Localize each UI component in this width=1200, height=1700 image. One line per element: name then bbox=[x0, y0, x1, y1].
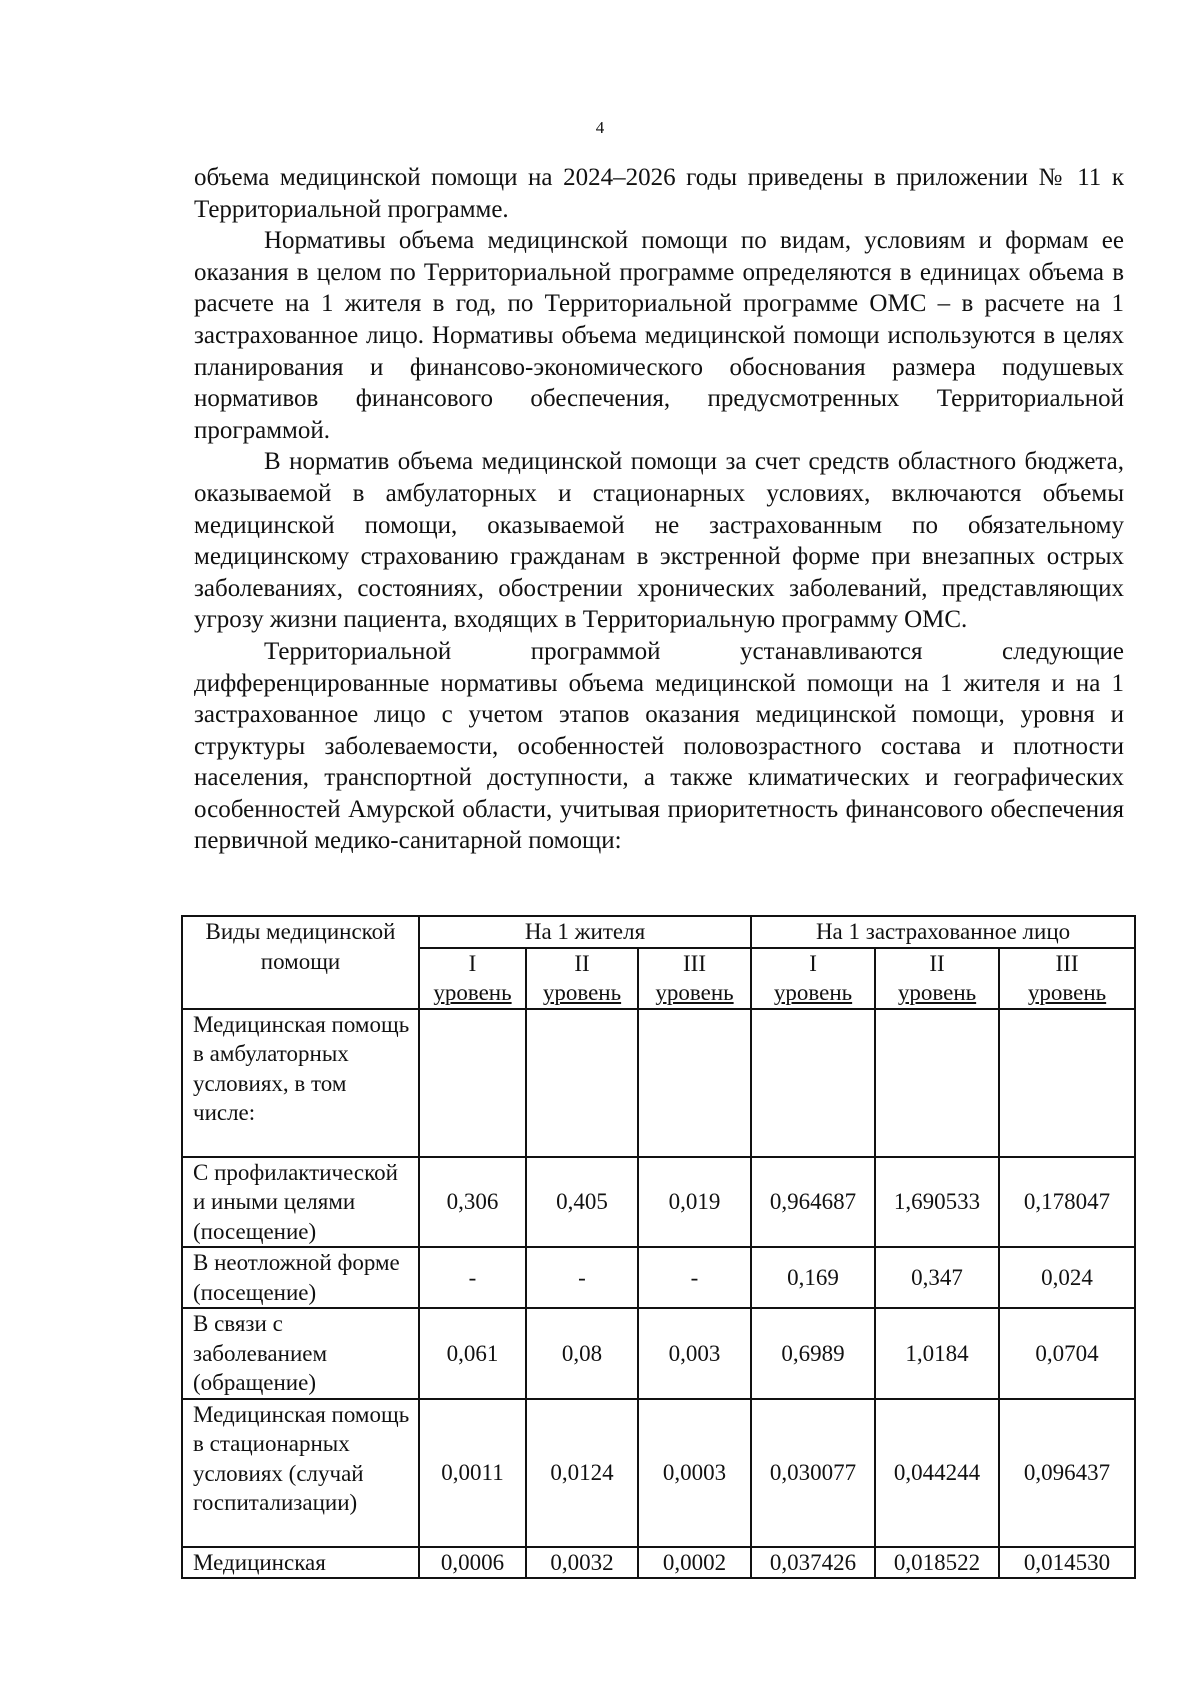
level-number: III bbox=[1055, 950, 1079, 976]
header-level bbox=[419, 948, 526, 1009]
header-per-insured: На 1 застрахованное лицо bbox=[751, 916, 1135, 948]
table-cell: - bbox=[419, 1247, 526, 1308]
table-row bbox=[182, 1009, 1135, 1157]
level-number: II bbox=[929, 950, 945, 976]
table-row bbox=[182, 1399, 1135, 1547]
table-cell bbox=[526, 1009, 638, 1157]
table-cell: 0,037426 bbox=[751, 1547, 875, 1579]
row-label: В неотложной форме (посещение) bbox=[182, 1247, 419, 1308]
table-cell: 0,347 bbox=[875, 1247, 999, 1308]
table-cell: 0,0124 bbox=[526, 1399, 638, 1547]
paragraph-3: В норматив объема медицинской помощи за счет средств областного бюджета, оказываемой в амбулаторных и стационарных условиях, включаются объемы медицинской помощи, оказываемой не застрахованным по обязательному медицинскому страхованию гражданам в экстренной форме при внезапных острых заболеваниях, состояниях, обострении хронических заболеваний, представляющих угрозу жизни пациента, входящих в Территориальную программу ОМС. bbox=[194, 448, 1124, 634]
table-cell: 0,018522 bbox=[875, 1547, 999, 1579]
table-cell: 0,030077 bbox=[751, 1399, 875, 1547]
table-cell: 0,0704 bbox=[999, 1308, 1135, 1399]
level-word: уровень bbox=[897, 980, 977, 1005]
level-word: уровень bbox=[773, 980, 853, 1005]
table-cell: 0,0006 bbox=[419, 1547, 526, 1579]
table-cell: 0,003 bbox=[638, 1308, 751, 1399]
level-word: уровень bbox=[433, 980, 512, 1005]
table-cell: 0,014530 bbox=[999, 1547, 1135, 1579]
table-row bbox=[182, 1308, 1135, 1399]
header-level bbox=[526, 948, 638, 1009]
table-cell: 0,0003 bbox=[638, 1399, 751, 1547]
table-cell: - bbox=[638, 1247, 751, 1308]
table-cell: - bbox=[526, 1247, 638, 1308]
table-row bbox=[182, 1157, 1135, 1248]
page-number: 4 bbox=[595, 118, 605, 137]
document-body bbox=[194, 162, 1124, 857]
table-header-row bbox=[182, 916, 1135, 948]
norms-table-container bbox=[181, 915, 1134, 1579]
table-cell: 0,044244 bbox=[875, 1399, 999, 1547]
header-level bbox=[875, 948, 999, 1009]
table-cell: 0,061 bbox=[419, 1308, 526, 1399]
table-cell: 0,0011 bbox=[419, 1399, 526, 1547]
level-word: уровень bbox=[655, 980, 734, 1005]
row-label: Медицинская помощь в стационарных условиях (случай госпитализации) bbox=[182, 1399, 419, 1547]
table-cell: 0,6989 bbox=[751, 1308, 875, 1399]
table-cell bbox=[638, 1009, 751, 1157]
table-row bbox=[182, 1247, 1135, 1308]
level-number: I bbox=[809, 950, 817, 976]
table-cell: 0,178047 bbox=[999, 1157, 1135, 1248]
table-cell: 1,690533 bbox=[875, 1157, 999, 1248]
table-cell: 0,024 bbox=[999, 1247, 1135, 1308]
level-word: уровень bbox=[542, 980, 622, 1005]
level-number: III bbox=[683, 950, 706, 976]
row-label: Медицинская помощь в амбулаторных условиях, в том числе: bbox=[182, 1009, 419, 1157]
header-types-of-care: Виды медицинской помощи bbox=[182, 916, 419, 1009]
header-level bbox=[999, 948, 1135, 1009]
table-cell: 0,169 bbox=[751, 1247, 875, 1308]
table-cell bbox=[751, 1009, 875, 1157]
paragraph-1: объема медицинской помощи на 2024–2026 годы приведены в приложении № 11 к Территориальной программе. bbox=[194, 164, 1124, 223]
table-cell: 1,0184 bbox=[875, 1308, 999, 1399]
table-cell: 0,096437 bbox=[999, 1399, 1135, 1547]
row-label: С профилактической и иными целями (посещение) bbox=[182, 1157, 419, 1248]
norms-table bbox=[181, 915, 1136, 1579]
table-cell: 0,306 bbox=[419, 1157, 526, 1248]
table-cell: 0,019 bbox=[638, 1157, 751, 1248]
table-row bbox=[182, 1547, 1135, 1579]
row-label: В связи с заболеванием (обращение) bbox=[182, 1308, 419, 1399]
paragraph-4: Территориальной программой устанавливаются следующие дифференцированные нормативы объема медицинской помощи на 1 жителя и на 1 застрахованное лицо с учетом этапов оказания медицинской помощи, уровня и структуры заболеваемости, особенностей половозрастного состава и плотности населения, транспортной доступности, а также климатических и географических особенностей Амурской области, учитывая приоритетность финансового обеспечения первичной медико-санитарной помощи: bbox=[194, 637, 1124, 855]
table-cell: 0,0002 bbox=[638, 1547, 751, 1579]
table-cell: 0,964687 bbox=[751, 1157, 875, 1248]
table-cell: 0,0032 bbox=[526, 1547, 638, 1579]
level-word: уровень bbox=[1027, 980, 1107, 1005]
header-per-resident: На 1 жителя bbox=[419, 916, 751, 948]
level-number: I bbox=[468, 950, 477, 976]
table-cell: 0,405 bbox=[526, 1157, 638, 1248]
table-cell bbox=[875, 1009, 999, 1157]
table-cell: 0,08 bbox=[526, 1308, 638, 1399]
table-cell bbox=[999, 1009, 1135, 1157]
table-cell bbox=[419, 1009, 526, 1157]
paragraph-2: Нормативы объема медицинской помощи по видам, условиям и формам ее оказания в целом по Территориальной программе определяются в единицах объема в расчете на 1 жителя в год, по Территориальной программе ОМС – в расчете на 1 застрахованное лицо. Нормативы объема медицинской помощи используются в целях планирования и финансово-экономического обоснования размера подушевых нормативов финансового обеспечения, предусмотренных Территориальной программой. bbox=[194, 227, 1124, 444]
header-level bbox=[751, 948, 875, 1009]
row-label: Медицинская bbox=[182, 1547, 419, 1579]
header-level bbox=[638, 948, 751, 1009]
level-number: II bbox=[574, 950, 590, 976]
